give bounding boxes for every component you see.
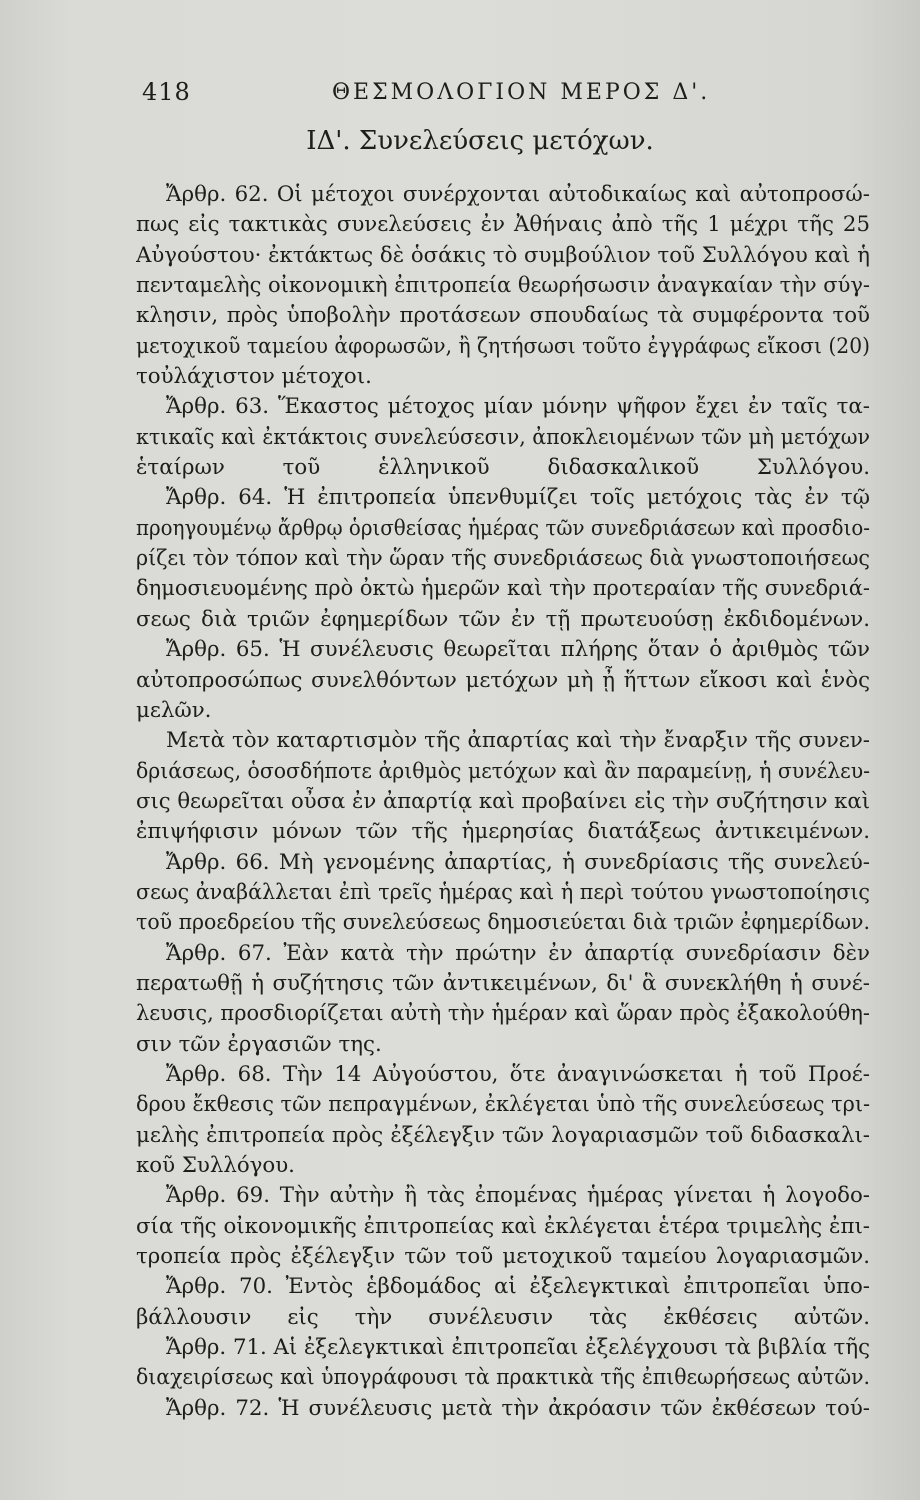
text-line: Ἄρθρ. 65. Ἡ συνέλευσις θεωρεῖται πλήρης ὅταν ὁ ἀριθμὸς τῶν	[166, 637, 870, 663]
text-line: κτικαῖς καὶ ἐκτάκτοις συνελεύσεσιν, ἀποκλειομένων τῶν μὴ μετόχων	[136, 424, 870, 450]
text-line: μετοχικοῦ ταμείου ἀφορωσῶν, ἢ ζητήσωσι τοῦτο ἐγγράφως εἴκοσι (20)	[136, 333, 870, 359]
text-line: δρου ἔκθεσις τῶν πεπραγμένων, ἐκλέγεται ὑπὸ τῆς συνελεύσεως τρι-	[136, 1092, 870, 1118]
text-line: σεως διὰ τριῶν ἐφημερίδων τῶν ἐν τῇ πρωτευούσῃ ἐκδιδομένων.	[136, 606, 870, 632]
text-line: σία τῆς οἰκονομικῆς ἐπιτροπείας καὶ ἐκλέγεται ἑτέρα τριμελὴς ἐπι-	[136, 1213, 870, 1239]
text-line: βάλλουσιν εἰς τὴν συνέλευσιν τὰς ἐκθέσεις αὐτῶν.	[136, 1304, 870, 1330]
running-title: ΘΕΣΜΟΛΟΓΙΟΝ ΜΕΡΟΣ Δ'.	[332, 80, 711, 105]
body-text	[136, 180, 870, 1424]
page-header	[142, 78, 862, 108]
text-line: τροπεία πρὸς ἐξέλεγξιν τῶν τοῦ μετοχικοῦ ταμείου λογαριασμῶν.	[136, 1244, 870, 1270]
text-line: Ἄρθρ. 66. Μὴ γενομένης ἀπαρτίας, ἡ συνεδρίασις τῆς συνελεύ-	[166, 849, 870, 875]
text-line: Ἄρθρ. 68. Τὴν 14 Αὐγούστου, ὅτε ἀναγινώσκεται ἡ τοῦ Προέ-	[166, 1061, 870, 1087]
text-line: δριάσεως, ὁσοσδήποτε ἀριθμὸς μετόχων καὶ ἂν παραμείνῃ, ἡ συνέλευ-	[136, 758, 870, 784]
text-line: Ἄρθρ. 72. Ἡ συνέλευσις μετὰ τὴν ἀκρόασιν τῶν ἐκθέσεων τού-	[166, 1395, 870, 1421]
text-line: αὐτοπροσώπως συνελθόντων μετόχων μὴ ᾖ ἥττων εἴκοσι καὶ ἑνὸς	[136, 667, 870, 693]
text-line: μελὴς ἐπιτροπεία πρὸς ἐξέλεγξιν τῶν λογαριασμῶν τοῦ διδασκαλι-	[136, 1122, 870, 1148]
text-line: πως εἰς τακτικὰς συνελεύσεις ἐν Ἀθήναις ἀπὸ τῆς 1 μέχρι τῆς 25	[136, 212, 870, 238]
text-line: σιν τῶν ἐργασιῶν της.	[136, 1031, 382, 1057]
text-line: κλησιν, πρὸς ὑποβολὴν προτάσεων σπουδαίως τὰ συμφέροντα τοῦ	[136, 303, 870, 329]
text-line: ἐπιψήφισιν μόνων τῶν τῆς ἡμερησίας διατάξεως ἀντικειμένων.	[136, 819, 870, 845]
text-line: πενταμελὴς οἰκονομικὴ ἐπιτροπεία θεωρήσωσιν ἀναγκαίαν τὴν σύγ-	[136, 273, 870, 299]
section-title: ΙΔ'. Συνελεύσεις μετόχων.	[306, 126, 654, 156]
page-number: 418	[142, 78, 191, 106]
text-line: Ἄρθρ. 70. Ἐντὸς ἑβδομάδος αἱ ἐξελεγκτικαὶ ἐπιτροπεῖαι ὑπο-	[166, 1274, 870, 1300]
text-line: περατωθῇ ἡ συζήτησις τῶν ἀντικειμένων, δι' ἃ συνεκλήθη ἡ συνέ-	[136, 970, 870, 996]
text-line: Ἄρθρ. 63. Ἕκαστος μέτοχος μίαν μόνην ψῆφον ἔχει ἐν ταῖς τα-	[166, 394, 870, 420]
text-line: σις θεωρεῖται οὖσα ἐν ἀπαρτίᾳ καὶ προβαίνει εἰς τὴν συζήτησιν καὶ	[136, 788, 870, 814]
text-line: σεως ἀναβάλλεται ἐπὶ τρεῖς ἡμέρας καὶ ἡ περὶ τούτου γνωστοποίησις	[136, 879, 870, 905]
text-line: προηγουμένῳ ἄρθρῳ ὁρισθείσας ἡμέρας τῶν συνεδριάσεων καὶ προσδιο-	[136, 515, 870, 541]
text-line: Ἄρθρ. 67. Ἐὰν κατὰ τὴν πρώτην ἐν ἀπαρτίᾳ συνεδρίασιν δὲν	[166, 940, 870, 966]
text-line: Μετὰ τὸν καταρτισμὸν τῆς ἀπαρτίας καὶ τὴν ἔναρξιν τῆς συνεν-	[166, 728, 870, 754]
text-line: τοὐλάχιστον μέτοχοι.	[136, 364, 372, 390]
text-line: ρίζει τὸν τόπον καὶ τὴν ὥραν τῆς συνεδριάσεως διὰ γνωστοποιήσεως	[136, 546, 870, 572]
text-line: μελῶν.	[136, 697, 212, 723]
text-line: κοῦ Συλλόγου.	[136, 1153, 295, 1178]
text-line: τοῦ προεδρείου τῆς συνελεύσεως δημοσιεύεται διὰ τριῶν ἐφημερίδων.	[136, 910, 870, 936]
text-line: Αὐγούστου· ἐκτάκτως δὲ ὁσάκις τὸ συμβούλιον τοῦ Συλλόγου καὶ ἡ	[136, 242, 870, 268]
text-line: Ἄρθρ. 69. Τὴν αὐτὴν ἢ τὰς ἐπομένας ἡμέρας γίνεται ἡ λογοδο-	[166, 1183, 870, 1209]
text-line: ἑταίρων τοῦ ἑλληνικοῦ διδασκαλικοῦ Συλλόγου.	[136, 455, 870, 481]
text-line: Ἄρθρ. 71. Αἱ ἐξελεγκτικαὶ ἐπιτροπεῖαι ἐξελέγχουσι τὰ βιβλία τῆς	[166, 1335, 870, 1361]
text-line: Ἄρθρ. 62. Οἱ μέτοχοι συνέρχονται αὐτοδικαίως καὶ αὐτοπροσώ-	[166, 182, 870, 207]
text-line: διαχειρίσεως καὶ ὑπογράφουσι τὰ πρακτικὰ τῆς ἐπιθεωρήσεως αὐτῶν.	[136, 1365, 870, 1391]
text-line: δημοσιευομένης πρὸ ὀκτὼ ἡμερῶν καὶ τὴν προτεραίαν τῆς συνεδριά-	[136, 576, 870, 602]
text-line: Ἄρθρ. 64. Ἡ ἐπιτροπεία ὑπενθυμίζει τοῖς μετόχοις τὰς ἐν τῷ	[166, 485, 870, 511]
text-line: λευσις, προσδιορίζεται αὐτὴ τὴν ἡμέραν καὶ ὥραν πρὸς ἐξακολούθη-	[136, 1001, 870, 1027]
